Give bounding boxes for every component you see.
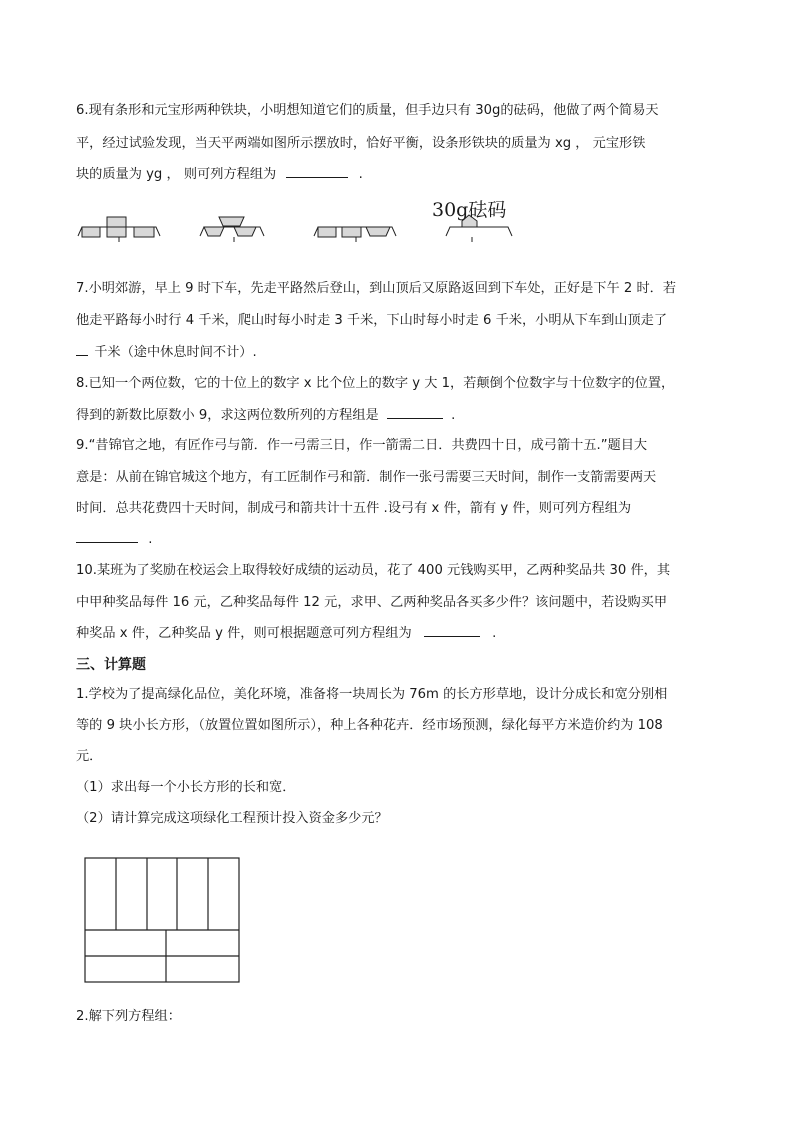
q6-line1: 6.现有条形和元宝形两种铁块，小明想知道它们的质量，但手边只有 30g的砝码，他做了两个简易天 <box>76 103 659 118</box>
ingot-block <box>219 217 244 226</box>
bar-block <box>107 227 126 237</box>
q7-line3-text: 千米（途中休息时间不计）. <box>94 345 257 360</box>
q10-line3-end: . <box>492 626 497 641</box>
ingot-block <box>366 227 390 236</box>
q9-line4 <box>76 530 152 549</box>
q9-line3: 时间．总共花费四十天时间，制成弓和箭共计十五件 .设弓有 x 件，箭有 y 件，则可列方程组为 <box>76 501 632 516</box>
answer-blank[interactable] <box>387 406 443 419</box>
lawn-grid-figure <box>84 857 242 985</box>
weight-label: 30g砝码 <box>432 199 507 221</box>
s3-p1-line2: 等的 9 块小长方形，（放置位置如图所示），种上各种花卉．经市场预测，绿化每平方米造价约为 108 <box>76 718 663 733</box>
q7-line1: 7.小明郊游，早上 9 时下车，先走平路然后登山，到山顶后又原路返回到下车处，正好是下午 2 时．若 <box>76 281 677 296</box>
s3-p1-line3: 元． <box>76 749 103 764</box>
bar-block <box>342 227 361 237</box>
q6-line3-end: . <box>358 167 363 182</box>
right-beam <box>356 237 472 242</box>
outer-rectangle <box>85 858 239 982</box>
s3-p1-sub2: （2）请计算完成这项绿化工程预计投入资金多少元？ <box>76 811 388 826</box>
s3-p1-sub1: （1）求出每一个小长方形的长和宽． <box>76 780 296 795</box>
answer-blank[interactable] <box>424 624 480 637</box>
answer-blank[interactable] <box>76 530 138 543</box>
q10-line1: 10.某班为了奖励在校运会上取得较好成绩的运动员，花了 400 元钱购买甲，乙两种奖品共 30 件，其 <box>76 563 671 578</box>
ingot-block <box>204 227 224 236</box>
s3-p1-line1: 1.学校为了提高绿化品位，美化环境，准备将一块周长为 76m 的长方形草地，设计分成长和宽分别相 <box>76 687 668 702</box>
q10-line3 <box>76 624 496 643</box>
q9-line4-end: . <box>148 532 153 547</box>
s3-p2-line1: 2.解下列方程组： <box>76 1009 181 1024</box>
q6-line2: 平，经过试验发现，当天平两端如图所示摆放时，恰好平衡，设条形铁块的质量为 xg ， 元宝形铁 <box>76 136 646 151</box>
left-beam <box>119 237 234 242</box>
section-title: 三、计算题 <box>76 657 146 673</box>
q7-line2: 他走平路每小时行 4 千米，爬山时每小时走 3 千米，下山时每小时走 6 千米，小明从下车到山顶走了 <box>76 313 668 328</box>
q6-line3 <box>76 165 363 184</box>
right-pan-right <box>446 227 512 236</box>
q9-line1: 9.“昔锦官之地，有匠作弓与箭．作一弓需三日，作一箭需二日．共费四十日，成弓箭十五.”题目大 <box>76 438 648 453</box>
q8-line2-text: 得到的新数比原数小 9，求这两位数所列的方程组是 <box>76 408 379 423</box>
q6-line3-text: 块的质量为 yg ， 则可列方程组为 <box>76 167 277 182</box>
bar-block <box>107 217 126 227</box>
answer-blank[interactable] <box>286 165 348 178</box>
q8-line2-end: . <box>451 408 456 423</box>
q8-line2 <box>76 406 455 425</box>
bar-block <box>134 227 154 237</box>
bar-block <box>82 227 100 237</box>
q7-line3 <box>76 343 257 362</box>
bar-block <box>318 227 336 237</box>
ingot-block <box>234 227 256 236</box>
q9-line2: 意是：从前在锦官城这个地方，有工匠制作弓和箭．制作一张弓需要三天时间，制作一支箭需要两天 <box>76 470 657 485</box>
q10-line2: 中甲种奖品每件 16 元，乙种奖品每件 12 元，求甲、乙两种奖品各买多少件？该问题中，若设购买甲 <box>76 595 668 610</box>
q10-line3-text: 种奖品 x 件，乙种奖品 y 件，则可根据题意可列方程组为 <box>76 626 412 641</box>
q8-line1: 8.已知一个两位数，它的十位上的数字 x 比个位上的数字 y 大 1，若颠倒个位数字与十位数字的位置， <box>76 376 675 391</box>
answer-blank[interactable] <box>76 343 88 356</box>
